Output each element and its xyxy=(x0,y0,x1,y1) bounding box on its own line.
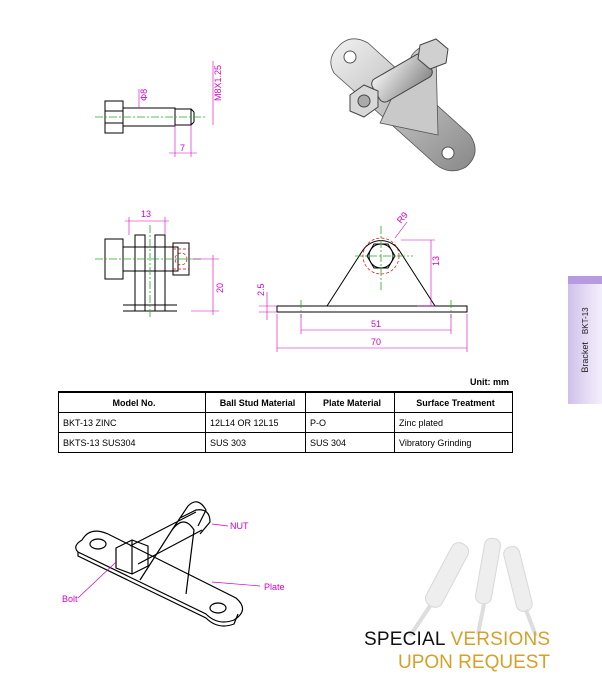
header-model: Model No. xyxy=(59,392,206,413)
banner-word-versions: VERSIONS xyxy=(450,629,551,650)
cell-stud-material: SUS 303 xyxy=(206,433,306,453)
banner-line-upon-request: UPON REQUEST xyxy=(398,652,551,673)
bolt-callout: Bolt xyxy=(62,594,78,604)
unit-label: Unit: mm xyxy=(470,377,509,387)
cell-stud-material: 12L14 OR 12L15 xyxy=(206,413,306,433)
thread-length-label: 7 xyxy=(180,143,186,153)
header-surface: Surface Treatment xyxy=(395,392,513,413)
category-code: BKT-13 xyxy=(581,307,590,335)
table-header-row xyxy=(59,392,513,413)
cell-surface: Vibratory Grinding xyxy=(395,433,513,453)
gas-springs-photo xyxy=(380,510,560,640)
cell-model: BKT-13 ZINC xyxy=(59,413,206,433)
cell-plate-material: P-O xyxy=(306,413,395,433)
front-height-label: 20 xyxy=(215,282,225,293)
front-view-drawing xyxy=(95,205,235,325)
cell-surface: Zinc plated xyxy=(395,413,513,433)
bolt-diameter-label: Φ8 xyxy=(139,88,149,101)
header-stud-material: Ball Stud Material xyxy=(206,392,306,413)
plate-thickness-label: 2.5 xyxy=(256,283,266,296)
table-row xyxy=(59,433,513,453)
bolt-drawing xyxy=(95,55,235,165)
thread-spec-label: M8X1.25 xyxy=(213,64,223,101)
nut-callout: NUT xyxy=(230,521,249,531)
front-width-label: 13 xyxy=(141,209,152,219)
bracket-photo xyxy=(320,25,490,185)
category-tab-accent xyxy=(568,276,602,284)
cell-plate-material: SUS 304 xyxy=(306,433,395,453)
eye-height-label: 13 xyxy=(431,255,441,266)
special-versions-banner xyxy=(364,629,550,651)
overall-length-label: 70 xyxy=(371,337,382,347)
cell-model: BKTS-13 SUS304 xyxy=(59,433,206,453)
side-view-drawing xyxy=(255,200,485,360)
plate-callout: Plate xyxy=(264,582,285,592)
hole-spacing-label: 51 xyxy=(371,319,382,329)
header-plate-material: Plate Material xyxy=(306,392,395,413)
category-tab-text xyxy=(580,307,590,372)
category-label: Bracket xyxy=(580,342,590,373)
eye-radius-label: R9 xyxy=(394,210,410,226)
spec-table xyxy=(58,391,513,453)
isometric-drawing xyxy=(60,490,300,630)
banner-word-special: SPECIAL xyxy=(364,629,445,650)
table-row xyxy=(59,413,513,433)
